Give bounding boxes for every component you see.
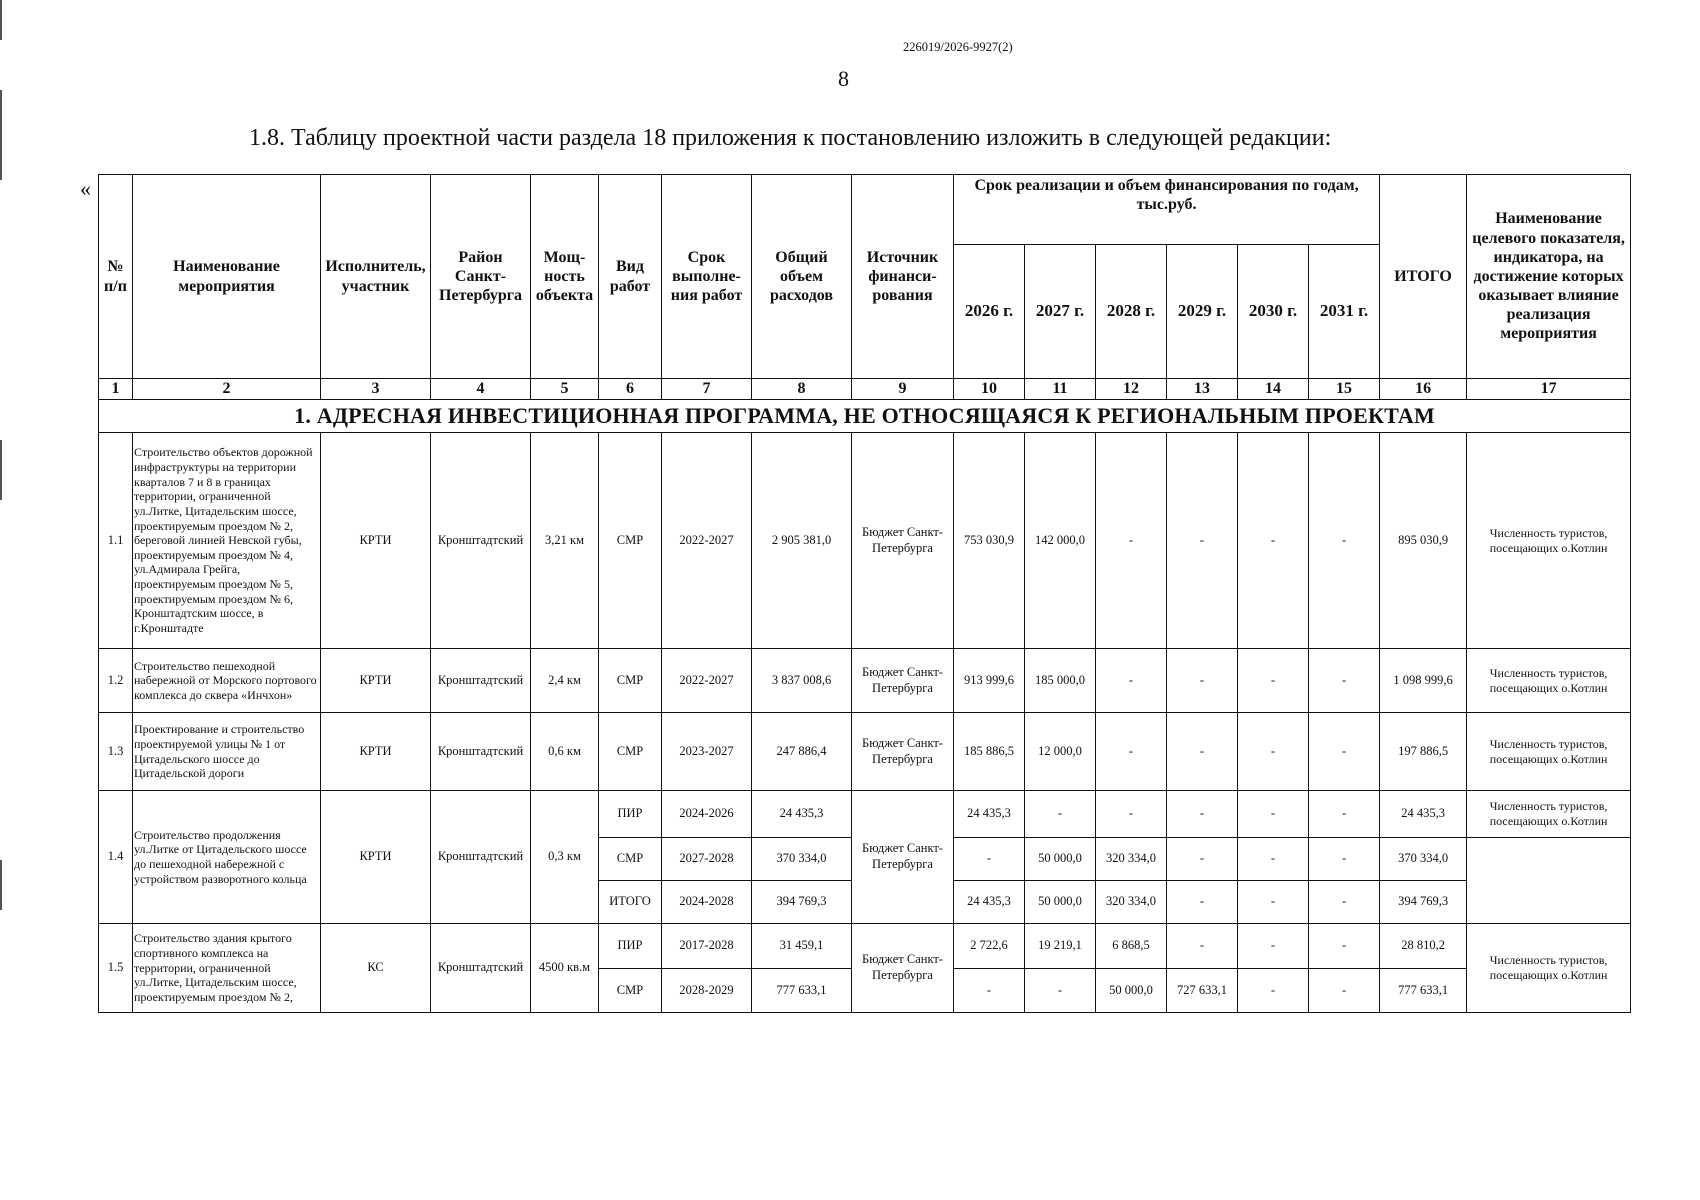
row-year-2030: - — [1238, 838, 1309, 881]
row-work-type: ПИР — [599, 791, 662, 838]
row-district: Кронштадтский — [431, 791, 531, 924]
col-number: 1 — [99, 379, 133, 400]
row-year-2028: 6 868,5 — [1096, 924, 1167, 969]
row-year-2029: - — [1167, 433, 1238, 649]
row-total: 24 435,3 — [752, 791, 852, 838]
col-number: 12 — [1096, 379, 1167, 400]
row-year-2031: - — [1309, 713, 1380, 791]
row-year-2028: - — [1096, 791, 1167, 838]
row-year-2027: 50 000,0 — [1025, 881, 1096, 924]
row-year-2029: - — [1167, 881, 1238, 924]
row-year-2027: 185 000,0 — [1025, 649, 1096, 713]
row-indicator: Численность туристов, посещающих о.Котлин — [1467, 924, 1631, 1013]
project-table — [98, 174, 1631, 1013]
row-year-2027: 19 219,1 — [1025, 924, 1096, 969]
row-term: 2024-2026 — [662, 791, 752, 838]
row-year-2031: - — [1309, 969, 1380, 1013]
row-year-2026: 913 999,6 — [954, 649, 1025, 713]
row-name: Проектирование и строительство проектируемой улицы № 1 от Цитадельского шоссе до Цитадельской дороги — [133, 713, 321, 791]
row-executor: КРТИ — [321, 433, 431, 649]
col-number: 8 — [752, 379, 852, 400]
row-year-2031: - — [1309, 433, 1380, 649]
row-name: Строительство пешеходной набережной от Морского портового комплекса до сквера «Инчхон» — [133, 649, 321, 713]
row-term: 2024-2028 — [662, 881, 752, 924]
table-row — [99, 791, 1631, 838]
row-work-type: СМР — [599, 649, 662, 713]
row-capacity: 0,3 км — [531, 791, 599, 924]
col-number: 5 — [531, 379, 599, 400]
row-capacity: 4500 кв.м — [531, 924, 599, 1013]
row-executor: КРТИ — [321, 713, 431, 791]
row-year-2028: 320 334,0 — [1096, 881, 1167, 924]
row-year-2031: - — [1309, 881, 1380, 924]
row-name: Строительство здания крытого спортивного комплекса на территории, ограниченной ул.Литке, Цитадельским шоссе, проектируемым проездом № 2, — [133, 924, 321, 1013]
row-work-type: ПИР — [599, 924, 662, 969]
row-total: 31 459,1 — [752, 924, 852, 969]
header-capacity: Мощ-ность объекта — [531, 175, 599, 379]
header-year-2028: 2028 г. — [1096, 245, 1167, 379]
row-source: Бюджет Санкт-Петербурга — [852, 433, 954, 649]
col-number: 17 — [1467, 379, 1631, 400]
row-work-type: СМР — [599, 433, 662, 649]
row-num: 1.5 — [99, 924, 133, 1013]
document-number: 226019/2026-9927(2) — [903, 40, 1013, 54]
section-title: 1. АДРЕСНАЯ ИНВЕСТИЦИОННАЯ ПРОГРАММА, НЕ ОТНОСЯЩАЯСЯ К РЕГИОНАЛЬНЫМ ПРОЕКТАМ — [99, 400, 1631, 433]
intro-text: 1.8. Таблицу проектной части раздела 18 приложения к постановлению изложить в следующей редакции: — [249, 125, 1332, 151]
scan-edge-mark — [0, 90, 2, 180]
row-indicator: Численность туристов, посещающих о.Котлин — [1467, 791, 1631, 838]
row-year-2029: - — [1167, 791, 1238, 838]
row-term: 2017-2028 — [662, 924, 752, 969]
row-year-2028: - — [1096, 433, 1167, 649]
row-name: Строительство продолжения ул.Литке от Цитадельского шоссе до пешеходной набережной с устройством разворотного кольца — [133, 791, 321, 924]
row-year-2027: 50 000,0 — [1025, 838, 1096, 881]
row-term: 2023-2027 — [662, 713, 752, 791]
row-executor: КС — [321, 924, 431, 1013]
col-number: 9 — [852, 379, 954, 400]
row-total: 2 905 381,0 — [752, 433, 852, 649]
row-year-2026: - — [954, 838, 1025, 881]
col-number: 16 — [1380, 379, 1467, 400]
row-year-2028: 50 000,0 — [1096, 969, 1167, 1013]
table-row — [99, 649, 1631, 713]
header-executor: Исполнитель, участник — [321, 175, 431, 379]
row-capacity: 2,4 км — [531, 649, 599, 713]
row-itogo: 24 435,3 — [1380, 791, 1467, 838]
row-term: 2027-2028 — [662, 838, 752, 881]
row-year-2026: 24 435,3 — [954, 791, 1025, 838]
col-number: 4 — [431, 379, 531, 400]
row-itogo: 370 334,0 — [1380, 838, 1467, 881]
row-itogo: 1 098 999,6 — [1380, 649, 1467, 713]
row-source: Бюджет Санкт-Петербурга — [852, 649, 954, 713]
header-years-group: Срок реализации и объем финансирования по годам, тыс.руб. — [954, 175, 1380, 245]
row-year-2031: - — [1309, 838, 1380, 881]
row-district: Кронштадтский — [431, 713, 531, 791]
row-total: 394 769,3 — [752, 881, 852, 924]
row-year-2030: - — [1238, 969, 1309, 1013]
row-work-type: СМР — [599, 969, 662, 1013]
col-number: 15 — [1309, 379, 1380, 400]
row-year-2031: - — [1309, 649, 1380, 713]
col-number: 3 — [321, 379, 431, 400]
row-num: 1.2 — [99, 649, 133, 713]
row-year-2030: - — [1238, 649, 1309, 713]
header-year-2026: 2026 г. — [954, 245, 1025, 379]
row-year-2030: - — [1238, 713, 1309, 791]
row-itogo: 197 886,5 — [1380, 713, 1467, 791]
row-executor: КРТИ — [321, 791, 431, 924]
row-year-2030: - — [1238, 791, 1309, 838]
row-itogo: 777 633,1 — [1380, 969, 1467, 1013]
row-term: 2022-2027 — [662, 433, 752, 649]
row-year-2029: 727 633,1 — [1167, 969, 1238, 1013]
section-row — [99, 400, 1631, 433]
row-district: Кронштадтский — [431, 433, 531, 649]
row-indicator: Численность туристов, посещающих о.Котлин — [1467, 649, 1631, 713]
header-work-type: Вид работ — [599, 175, 662, 379]
header-indicator: Наименование целевого показателя, индикатора, на достижение которых оказывает влияние реализация мероприятия — [1467, 175, 1631, 379]
row-year-2026: 185 886,5 — [954, 713, 1025, 791]
row-year-2030: - — [1238, 881, 1309, 924]
row-year-2026: - — [954, 969, 1025, 1013]
col-number: 11 — [1025, 379, 1096, 400]
row-year-2027: 142 000,0 — [1025, 433, 1096, 649]
row-year-2027: - — [1025, 791, 1096, 838]
row-source: Бюджет Санкт-Петербурга — [852, 791, 954, 924]
row-total: 3 837 008,6 — [752, 649, 852, 713]
row-year-2029: - — [1167, 649, 1238, 713]
row-year-2027: - — [1025, 969, 1096, 1013]
col-number: 7 — [662, 379, 752, 400]
row-itogo: 394 769,3 — [1380, 881, 1467, 924]
row-num: 1.4 — [99, 791, 133, 924]
row-year-2031: - — [1309, 791, 1380, 838]
row-year-2026: 753 030,9 — [954, 433, 1025, 649]
row-num: 1.1 — [99, 433, 133, 649]
row-indicator-empty — [1467, 838, 1631, 924]
row-year-2030: - — [1238, 433, 1309, 649]
col-number: 10 — [954, 379, 1025, 400]
scan-edge-mark — [0, 0, 2, 40]
row-year-2026: 2 722,6 — [954, 924, 1025, 969]
header-itogo: ИТОГО — [1380, 175, 1467, 379]
row-itogo: 28 810,2 — [1380, 924, 1467, 969]
table-row — [99, 924, 1631, 969]
row-work-type: ИТОГО — [599, 881, 662, 924]
row-year-2029: - — [1167, 713, 1238, 791]
row-name: Строительство объектов дорожной инфраструктуры на территории кварталов 7 и 8 в границах территории, ограниченной ул.Литке, Цитадельским шоссе, проектируемым проездом № 2, береговой линией Невской губы, проектируемым проездом № 4, ул.Адмирала Грейга, проектируемым проездом № 5, проектируемым проездом № 6, Кронштадтским шоссе, в г.Кронштадте — [133, 433, 321, 649]
row-executor: КРТИ — [321, 649, 431, 713]
row-district: Кронштадтский — [431, 649, 531, 713]
row-work-type: СМР — [599, 713, 662, 791]
table-row — [99, 713, 1631, 791]
row-work-type: СМР — [599, 838, 662, 881]
header-year-2029: 2029 г. — [1167, 245, 1238, 379]
row-year-2026: 24 435,3 — [954, 881, 1025, 924]
header-term: Срок выполне-ния работ — [662, 175, 752, 379]
row-total: 370 334,0 — [752, 838, 852, 881]
row-total: 777 633,1 — [752, 969, 852, 1013]
row-source: Бюджет Санкт-Петербурга — [852, 713, 954, 791]
row-year-2028: 320 334,0 — [1096, 838, 1167, 881]
row-year-2028: - — [1096, 649, 1167, 713]
header-num: № п/п — [99, 175, 133, 379]
row-indicator: Численность туристов, посещающих о.Котлин — [1467, 433, 1631, 649]
col-number: 2 — [133, 379, 321, 400]
row-source: Бюджет Санкт-Петербурга — [852, 924, 954, 1013]
scan-edge-mark — [0, 860, 2, 910]
row-capacity: 0,6 км — [531, 713, 599, 791]
row-itogo: 895 030,9 — [1380, 433, 1467, 649]
header-total-volume: Общий объем расходов — [752, 175, 852, 379]
header-year-2027: 2027 г. — [1025, 245, 1096, 379]
scan-edge-mark — [0, 440, 2, 500]
header-source: Источник финанси-рования — [852, 175, 954, 379]
page-number: 8 — [838, 66, 849, 91]
row-term: 2022-2027 — [662, 649, 752, 713]
row-num: 1.3 — [99, 713, 133, 791]
row-year-2029: - — [1167, 924, 1238, 969]
row-district: Кронштадтский — [431, 924, 531, 1013]
row-indicator: Численность туристов, посещающих о.Котлин — [1467, 713, 1631, 791]
row-year-2027: 12 000,0 — [1025, 713, 1096, 791]
opening-quote: « — [80, 176, 91, 201]
header-district: Район Санкт-Петербурга — [431, 175, 531, 379]
col-number: 14 — [1238, 379, 1309, 400]
header-year-2031: 2031 г. — [1309, 245, 1380, 379]
row-year-2029: - — [1167, 838, 1238, 881]
header-year-2030: 2030 г. — [1238, 245, 1309, 379]
row-year-2028: - — [1096, 713, 1167, 791]
row-capacity: 3,21 км — [531, 433, 599, 649]
header-name: Наименование мероприятия — [133, 175, 321, 379]
row-year-2031: - — [1309, 924, 1380, 969]
table-row — [99, 433, 1631, 649]
col-number: 13 — [1167, 379, 1238, 400]
col-number: 6 — [599, 379, 662, 400]
row-year-2030: - — [1238, 924, 1309, 969]
column-number-row — [99, 379, 1631, 400]
row-total: 247 886,4 — [752, 713, 852, 791]
row-term: 2028-2029 — [662, 969, 752, 1013]
